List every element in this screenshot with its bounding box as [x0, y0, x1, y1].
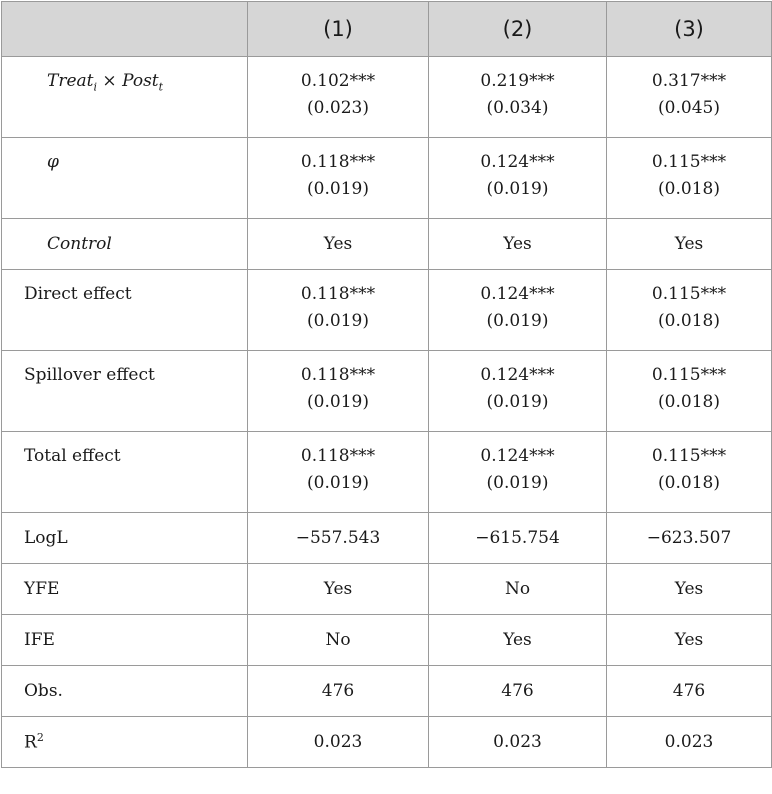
row-label-control: Control — [2, 219, 248, 270]
table-row — [2, 666, 772, 717]
value-cell: Yes — [248, 219, 429, 270]
row-label-spillover-effect: Spillover effect — [2, 351, 248, 432]
table-row — [2, 270, 772, 351]
value-cell: −615.754 — [429, 513, 607, 564]
value-cell: 0.115*** (0.018) — [607, 351, 772, 432]
value-cell: No — [248, 615, 429, 666]
value-cell: Yes — [607, 615, 772, 666]
value-cell: 0.124*** (0.019) — [429, 432, 607, 513]
value-cell: 0.115*** (0.018) — [607, 432, 772, 513]
label-times-post: × Post — [97, 71, 159, 91]
row-label-total-effect: Total effect — [2, 432, 248, 513]
value-cell: Yes — [429, 615, 607, 666]
label-sub-i: i — [93, 80, 98, 94]
value-cell: −623.507 — [607, 513, 772, 564]
value-cell: 0.023 — [429, 717, 607, 768]
row-label-direct-effect: Direct effect — [2, 270, 248, 351]
value-cell: Yes — [248, 564, 429, 615]
row-label-phi: φ — [2, 138, 248, 219]
table-row — [2, 138, 772, 219]
value-cell: Yes — [607, 564, 772, 615]
value-cell: 0.124*** (0.019) — [429, 351, 607, 432]
value-cell: 0.023 — [248, 717, 429, 768]
value-cell: 0.115*** (0.018) — [607, 138, 772, 219]
row-label-r-squared — [2, 717, 248, 768]
value-cell: Yes — [429, 219, 607, 270]
value-cell: 476 — [248, 666, 429, 717]
header-cell-2: (2) — [429, 2, 607, 57]
value-cell: 0.118*** (0.019) — [248, 270, 429, 351]
label-r: R — [24, 732, 37, 753]
value-cell: 0.118*** (0.019) — [248, 351, 429, 432]
table-row — [2, 219, 772, 270]
value-cell: Yes — [607, 219, 772, 270]
value-cell: 476 — [429, 666, 607, 717]
table-row — [2, 717, 772, 768]
regression-table — [1, 1, 772, 768]
table-row — [2, 615, 772, 666]
table-row — [2, 432, 772, 513]
label-sup-2: 2 — [36, 731, 44, 745]
row-label-treat-post — [2, 57, 248, 138]
label-sub-t: t — [158, 80, 164, 94]
row-label-logl: LogL — [2, 513, 248, 564]
value-cell: 0.317*** (0.045) — [607, 57, 772, 138]
value-cell: −557.543 — [248, 513, 429, 564]
header-row — [2, 2, 772, 57]
header-cell-3: (3) — [607, 2, 772, 57]
table-row — [2, 513, 772, 564]
value-cell: 0.023 — [607, 717, 772, 768]
row-label-obs: Obs. — [2, 666, 248, 717]
row-label-yfe: YFE — [2, 564, 248, 615]
row-label-ife: IFE — [2, 615, 248, 666]
table-row — [2, 351, 772, 432]
value-cell: 0.124*** (0.019) — [429, 138, 607, 219]
header-cell-empty — [2, 2, 248, 57]
header-cell-1: (1) — [248, 2, 429, 57]
value-cell: 0.102*** (0.023) — [248, 57, 429, 138]
value-cell: 0.115*** (0.018) — [607, 270, 772, 351]
value-cell: 0.219*** (0.034) — [429, 57, 607, 138]
value-cell: 0.118*** (0.019) — [248, 138, 429, 219]
table-row — [2, 57, 772, 138]
label-treat: Treat — [47, 71, 94, 91]
value-cell: 476 — [607, 666, 772, 717]
value-cell: 0.124*** (0.019) — [429, 270, 607, 351]
value-cell: 0.118*** (0.019) — [248, 432, 429, 513]
value-cell: No — [429, 564, 607, 615]
table-row — [2, 564, 772, 615]
